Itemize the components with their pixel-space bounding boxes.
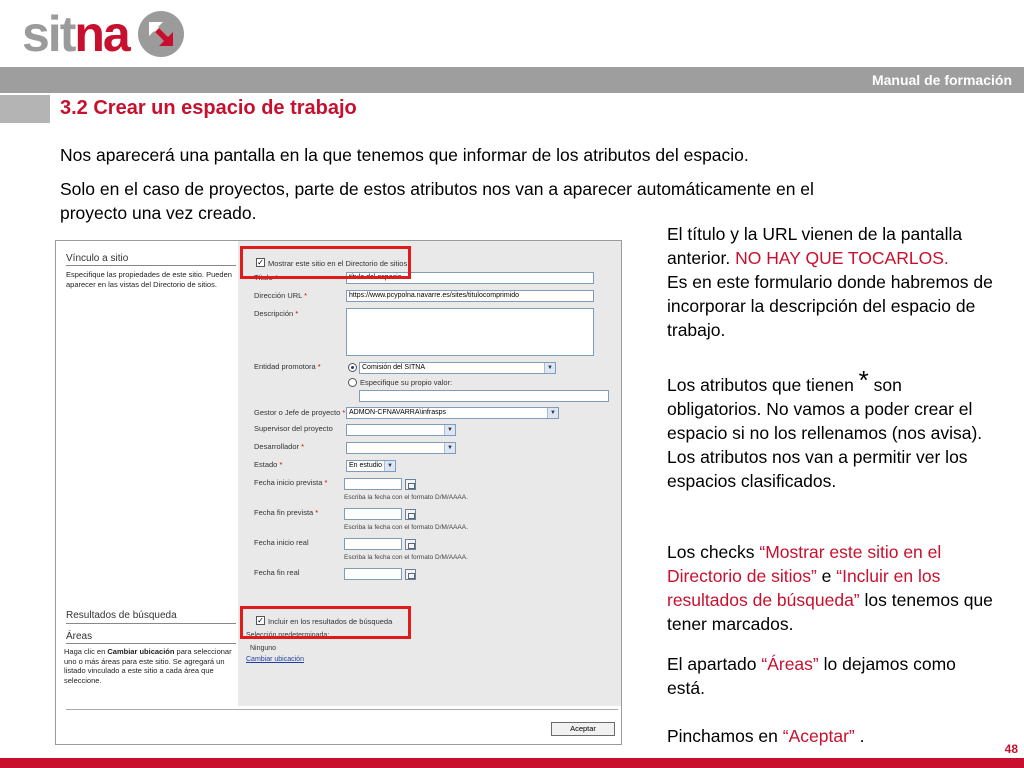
footer-bar <box>0 758 1024 768</box>
seleccion-label: Selección predeterminada: <box>246 632 330 639</box>
titulo-label: Título * <box>254 273 278 282</box>
vinculo-section-title: Vínculo a sitio <box>66 253 129 264</box>
page-number: 48 <box>1004 742 1018 756</box>
areas-description: Haga clic en Cambiar ubicación para seleccionar uno o más áreas para este sitio. Se agregará un listado vinculado a este sitio a cada área que seleccione. <box>64 647 232 685</box>
chevron-down-icon: ▼ <box>384 461 395 471</box>
vinculo-description: Especifique las propiedades de este sitio. Pueden aparecer en las vistas del Directorio de sitios. <box>66 270 232 289</box>
divider <box>66 709 618 710</box>
directorio-check-label: Mostrar este sitio en el Directorio de sitios <box>268 259 408 268</box>
calendar-icon[interactable] <box>405 539 416 550</box>
titulo-input[interactable]: título del espacio <box>346 272 594 284</box>
desarrollador-select[interactable] <box>346 442 456 454</box>
inicio-real-input[interactable] <box>344 538 402 550</box>
logo-arrows-icon <box>137 10 185 58</box>
comision-radio[interactable] <box>348 363 357 372</box>
chevron-down-icon: ▼ <box>547 408 558 418</box>
title-accent <box>0 95 50 123</box>
date-format-hint: Escriba la fecha con el formato D/M/AAAA. <box>344 524 468 531</box>
divider <box>66 643 236 644</box>
descripcion-textarea[interactable] <box>346 308 594 356</box>
calendar-icon[interactable] <box>405 509 416 520</box>
chevron-down-icon: ▼ <box>444 425 455 435</box>
highlight-directorio-check <box>240 246 411 279</box>
especifique-input[interactable] <box>359 390 609 402</box>
fin-prevista-input[interactable] <box>344 508 402 520</box>
fin-real-label: Fecha fin real <box>254 568 300 577</box>
projects-paragraph: Solo en el caso de proyectos, parte de estos atributos nos van a aparecer automáticamente en el proyecto una vez creado. <box>60 179 814 223</box>
note-areas: El apartado “Áreas” lo dejamos como está. <box>667 654 956 698</box>
resultados-section-title: Resultados de búsqueda <box>66 610 177 621</box>
descripcion-label: Descripción * <box>254 309 299 318</box>
fin-prevista-label: Fecha fin prevista * <box>254 508 319 517</box>
url-input[interactable]: https://www.pcypolna.navarre.es/sites/titulocomprimido <box>346 290 594 302</box>
note-checks: Los checks “Mostrar este sitio en el Directorio de sitios” e “Incluir en los resultados de búsqueda” los tenemos que tener marcados. <box>667 542 993 634</box>
directorio-checkbox[interactable]: ✓ <box>257 258 264 267</box>
estado-label: Estado * <box>254 460 283 469</box>
aceptar-button[interactable]: Aceptar <box>551 722 615 736</box>
inicio-prevista-input[interactable] <box>344 478 402 490</box>
calendar-icon[interactable] <box>405 569 416 580</box>
supervisor-label: Supervisor del proyecto <box>254 424 333 433</box>
gestor-select[interactable]: ADMON-CFNAVARRA\infrasps ▼ <box>346 407 559 419</box>
inicio-prevista-label: Fecha inicio prevista * <box>254 478 328 487</box>
note-titulo-url: El título y la URL vienen de la pantalla anterior. NO HAY QUE TOCARLOS. Es en este formulario donde habremos de incorporar la descripción del espacio de trabajo. <box>667 224 993 340</box>
manual-label: Manual de formación <box>871 72 1012 88</box>
fin-real-input[interactable] <box>344 568 402 580</box>
logo-wordmark: sitna <box>22 6 129 62</box>
gestor-label: Gestor o Jefe de proyecto * <box>254 408 346 417</box>
sitna-logo <box>22 8 185 60</box>
note-obligatorios: Los atributos que tienen * son obligatorios. No vamos a poder crear el espacio si no los rellenamos (nos avisa). Los atributos nos van a permitir ver los espacios clasificados. <box>667 365 983 491</box>
areas-section-title: Áreas <box>66 631 93 642</box>
form-screenshot <box>55 240 622 745</box>
resultados-check-label: Incluir en los resultados de búsqueda <box>268 617 393 626</box>
desarrollador-label: Desarrollador * <box>254 442 305 451</box>
header-bar <box>0 67 1024 93</box>
resultados-checkbox[interactable]: ✓ <box>257 616 264 625</box>
cambiar-ubicacion-link[interactable]: Cambiar ubicación <box>246 656 304 663</box>
estado-select[interactable]: En estudio ▼ <box>346 460 396 472</box>
chevron-down-icon: ▼ <box>444 443 455 453</box>
divider <box>66 623 236 624</box>
date-format-hint: Escriba la fecha con el formato D/M/AAAA. <box>344 554 468 561</box>
date-format-hint: Escriba la fecha con el formato D/M/AAAA. <box>344 494 468 501</box>
especifique-label: Especifique su propio valor: <box>360 378 453 387</box>
note-aceptar: Pinchamos en “Aceptar” . <box>667 726 865 746</box>
chevron-down-icon: ▼ <box>544 363 555 373</box>
divider <box>66 265 236 266</box>
page-title: 3.2 Crear un espacio de trabajo <box>60 97 357 119</box>
calendar-icon[interactable] <box>405 479 416 490</box>
comision-select[interactable]: Comisión del SITNA ▼ <box>359 362 556 374</box>
seleccion-value: Ninguno <box>250 645 277 652</box>
supervisor-select[interactable] <box>346 424 456 436</box>
entidad-label: Entidad promotora * <box>254 362 321 371</box>
url-label: Dirección URL * <box>254 291 308 300</box>
inicio-real-label: Fecha inicio real <box>254 538 309 547</box>
highlight-resultados-check <box>240 606 411 639</box>
especifique-radio[interactable] <box>348 378 357 387</box>
intro-paragraph: Nos aparecerá una pantalla en la que tenemos que informar de los atributos del espacio. <box>60 145 749 165</box>
